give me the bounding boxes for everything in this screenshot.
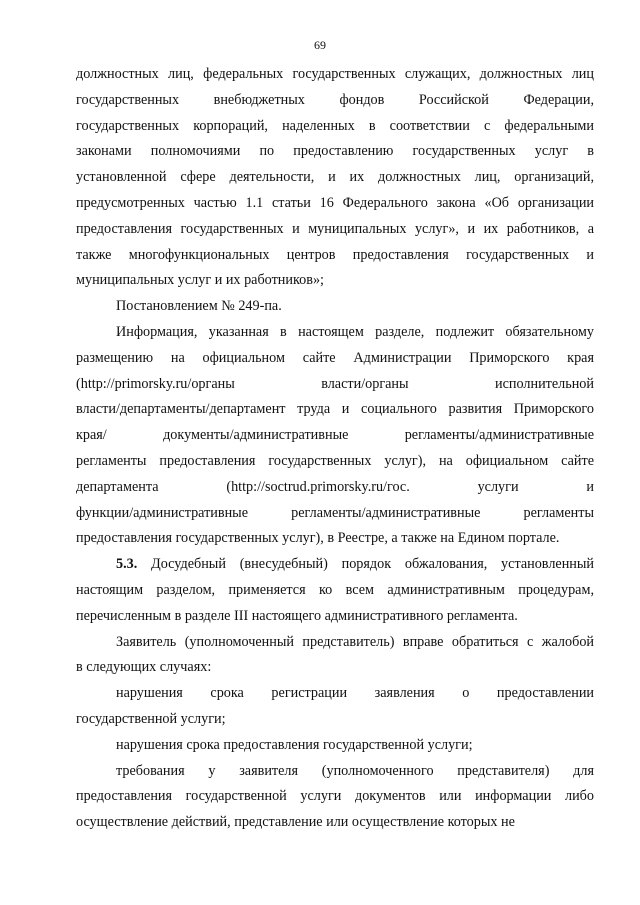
line-text: настоящим разделом, применяется ко всем административным процедурам, bbox=[76, 581, 594, 598]
page-number: 69 bbox=[314, 38, 326, 52]
line-text: установленной сфере деятельности, и их должностных лиц, организаций, bbox=[76, 169, 594, 186]
paragraph bbox=[76, 733, 594, 759]
text-line bbox=[76, 114, 594, 140]
line-text: государственной услуги; bbox=[76, 710, 226, 727]
line-text: департамента (http://soctrud.primorsky.ru/гос. услуги и bbox=[76, 478, 594, 495]
text-line bbox=[76, 423, 594, 449]
text-line bbox=[76, 165, 594, 191]
text-line bbox=[76, 655, 594, 681]
text-line bbox=[76, 501, 594, 527]
text-line bbox=[76, 759, 594, 785]
line-text: осуществление действий, представление или осуществление которых не bbox=[76, 814, 515, 831]
text-line bbox=[76, 139, 594, 165]
line-text: власти/департаменты/департамент труда и социального развития Приморского bbox=[76, 401, 594, 418]
line-text: Заявитель (уполномоченный представитель) вправе обратиться с жалобой bbox=[116, 633, 594, 650]
paragraph bbox=[76, 62, 594, 294]
text-line bbox=[76, 733, 594, 759]
text-line bbox=[76, 320, 594, 346]
text-line bbox=[76, 526, 594, 552]
text-line bbox=[76, 604, 594, 630]
text-line bbox=[76, 578, 594, 604]
text-line bbox=[76, 217, 594, 243]
line-text: предусмотренных частью 1.1 статьи 16 Федерального закона «Об организации bbox=[76, 194, 594, 211]
text-line bbox=[76, 449, 594, 475]
text-line bbox=[76, 397, 594, 423]
text-line bbox=[76, 88, 594, 114]
paragraph bbox=[76, 681, 594, 733]
line-text: (http://primorsky.ru/органы власти/органы исполнительной bbox=[76, 375, 594, 392]
line-text: предоставления государственных и муниципальных услуг», и их работников, а bbox=[76, 220, 594, 237]
line-text: предоставления государственной услуги документов или информации либо bbox=[76, 788, 594, 805]
line-text: Досудебный (внесудебный) порядок обжалования, установленный bbox=[151, 556, 595, 573]
text-line bbox=[76, 294, 594, 320]
paragraph bbox=[76, 759, 594, 836]
line-text: также многофункциональных центров предоставления государственных и bbox=[76, 246, 594, 263]
line-text: Информация, указанная в настоящем разделе, подлежит обязательному bbox=[116, 323, 594, 340]
line-text: муниципальных услуг и их работников»; bbox=[76, 272, 324, 289]
line-text: в следующих случаях: bbox=[76, 659, 212, 676]
text-line bbox=[76, 243, 594, 269]
paragraph bbox=[76, 630, 594, 682]
text-line bbox=[76, 62, 594, 88]
text-line bbox=[76, 552, 594, 578]
line-text: законами полномочиями по предоставлению государственных услуг в bbox=[76, 143, 594, 160]
text-line bbox=[76, 630, 594, 656]
line-text: государственных внебюджетных фондов Российской Федерации, bbox=[76, 91, 594, 108]
text-line bbox=[76, 707, 594, 733]
paragraph bbox=[76, 552, 594, 629]
line-text: регламенты предоставления государственных услуг), на официальном сайте bbox=[76, 452, 594, 469]
body-text bbox=[76, 62, 594, 836]
text-line bbox=[76, 372, 594, 398]
line-text: края/ документы/административные регламенты/административные bbox=[76, 427, 594, 444]
paragraph bbox=[76, 294, 594, 320]
line-text: предоставления государственных услуг), в Реестре, а также на Едином портале. bbox=[76, 530, 560, 547]
line-text: государственных корпораций, наделенных в соответствии с федеральными bbox=[76, 117, 594, 134]
line-text: перечисленным в разделе III настоящего административного регламента. bbox=[76, 607, 518, 624]
line-text: нарушения срока предоставления государственной услуги; bbox=[116, 736, 473, 753]
line-text: размещению на официальном сайте Администрации Приморского края bbox=[76, 349, 594, 366]
text-line bbox=[76, 475, 594, 501]
text-line bbox=[76, 268, 594, 294]
text-line bbox=[76, 346, 594, 372]
paragraph bbox=[76, 320, 594, 552]
text-line bbox=[76, 681, 594, 707]
text-line bbox=[76, 810, 594, 836]
line-text: должностных лиц, федеральных государственных служащих, должностных лиц bbox=[76, 66, 594, 82]
text-line bbox=[76, 784, 594, 810]
section-number: 5.3. bbox=[116, 556, 138, 573]
line-text: нарушения срока регистрации заявления о предоставлении bbox=[116, 685, 594, 702]
line-text: функции/административные регламенты/административные регламенты bbox=[76, 504, 594, 521]
line-text: требования у заявителя (уполномоченного представителя) для bbox=[116, 762, 594, 779]
line-text: Постановлением № 249-па. bbox=[116, 298, 282, 315]
text-line bbox=[76, 191, 594, 217]
